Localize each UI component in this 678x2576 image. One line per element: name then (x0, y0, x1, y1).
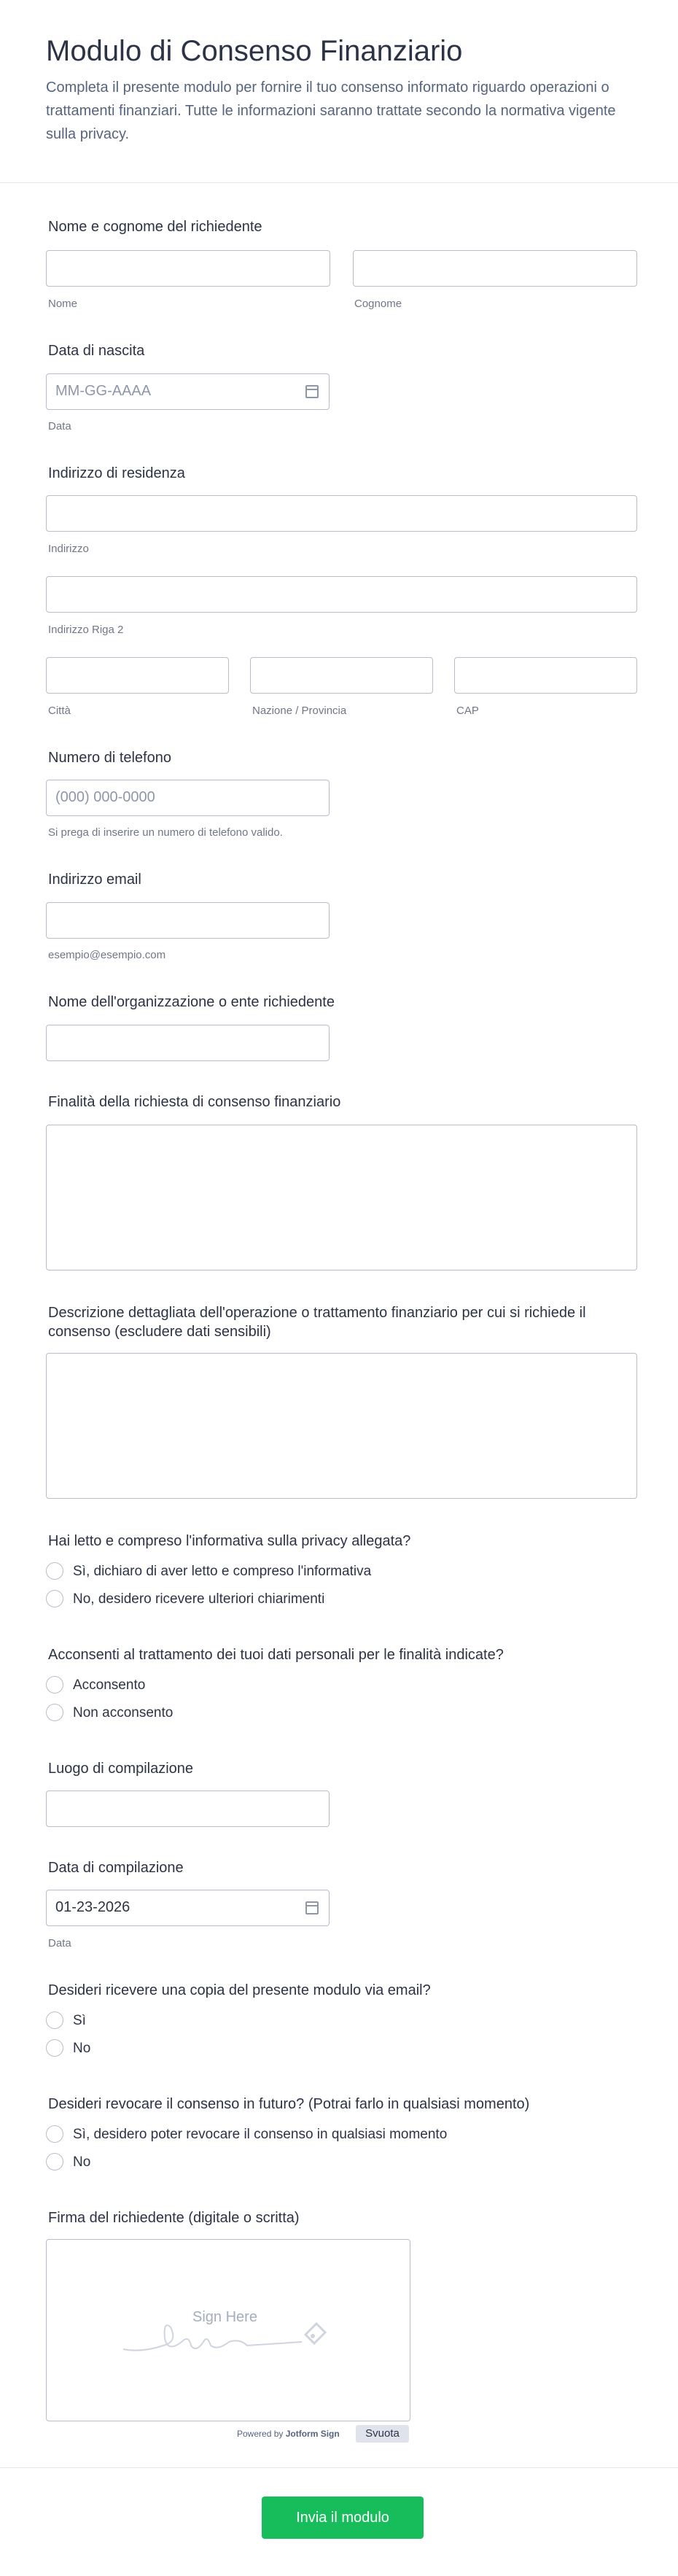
privacy-yes-option[interactable]: Sì, dichiaro di aver letto e compreso l'informativa (73, 1564, 372, 1579)
email-sublabel: esempio@esempio.com (48, 949, 166, 961)
revoke-no-radio[interactable] (46, 2153, 63, 2170)
address-line1-input[interactable] (46, 495, 637, 532)
detail-textarea[interactable] (46, 1353, 637, 1499)
address-line2-sublabel: Indirizzo Riga 2 (48, 624, 124, 636)
page-title: Modulo di Consenso Finanziario (46, 35, 463, 67)
last-name-sublabel: Cognome (354, 298, 402, 310)
city-sublabel: Città (48, 705, 71, 717)
privacy-label: Hai letto e compreso l'informativa sulla privacy allegata? (48, 1533, 411, 1549)
phone-input[interactable] (46, 780, 330, 816)
email-input[interactable] (46, 902, 330, 939)
phone-label: Numero di telefono (48, 750, 171, 766)
address-line1-sublabel: Indirizzo (48, 543, 89, 555)
state-sublabel: Nazione / Provincia (252, 705, 347, 717)
birth-date-placeholder: MM-GG-AAAA (55, 383, 152, 399)
place-label: Luogo di compilazione (48, 1761, 194, 1777)
address-label: Indirizzo di residenza (48, 465, 185, 481)
email-label: Indirizzo email (48, 872, 141, 888)
name-label: Nome e cognome del richiedente (48, 219, 262, 235)
form-description: Completa il presente modulo per fornire il tuo consenso informato riguardo operazioni o trattamenti finanziari. Tutte le informazioni saranno trattate secondo la normativa vigente sulla privacy. (46, 79, 616, 142)
calendar-icon[interactable] (305, 1901, 319, 1914)
consent-yes-radio[interactable] (46, 1676, 63, 1694)
copy-no-radio[interactable] (46, 2039, 63, 2057)
copy-label: Desideri ricevere una copia del presente modulo via email? (48, 1982, 431, 1998)
phone-sublabel: Si prega di inserire un numero di telefono valido. (48, 826, 283, 839)
consent-yes-option[interactable]: Acconsento (73, 1677, 146, 1693)
clear-signature-button[interactable]: Svuota (356, 2425, 409, 2443)
signature-label: Firma del richiedente (digitale o scritta) (48, 2210, 300, 2226)
signature-pad[interactable] (46, 2239, 410, 2421)
date-value: 01-23-2026 (55, 1899, 130, 1915)
submit-button[interactable]: Invia il modulo (262, 2497, 424, 2539)
birth-date-sublabel: Data (48, 420, 71, 432)
signature-scribble-icon (120, 2313, 331, 2356)
footer-divider (0, 2467, 678, 2468)
city-input[interactable] (46, 657, 229, 694)
phone-placeholder: (000) 000-0000 (55, 789, 155, 805)
birth-date-input[interactable] (46, 373, 330, 410)
last-name-input[interactable] (353, 250, 637, 287)
detail-label: Descrizione dettagliata dell'operazione o trattamento finanziario per cui si richiede il consenso (escludere dati sensibili) (48, 1305, 586, 1340)
copy-yes-option[interactable]: Sì (73, 2013, 86, 2028)
calendar-icon[interactable] (305, 385, 319, 398)
consent-no-radio[interactable] (46, 1704, 63, 1721)
copy-no-option[interactable]: No (73, 2041, 91, 2056)
signature-hint: Sign Here (192, 2309, 257, 2325)
date-input[interactable] (46, 1890, 330, 1926)
birth-date-label: Data di nascita (48, 343, 145, 359)
place-input[interactable] (46, 1791, 330, 1827)
revoke-yes-radio[interactable] (46, 2125, 63, 2143)
zip-input[interactable] (454, 657, 637, 694)
address-line2-input[interactable] (46, 576, 637, 613)
privacy-yes-radio[interactable] (46, 1562, 63, 1580)
powered-by-text: Powered by (237, 2429, 286, 2439)
consent-no-option[interactable]: Non acconsento (73, 1705, 174, 1720)
powered-by (237, 2429, 340, 2439)
purpose-textarea[interactable] (46, 1125, 637, 1270)
date-sublabel: Data (48, 1937, 71, 1950)
privacy-no-radio[interactable] (46, 1590, 63, 1607)
revoke-label: Desideri revocare il consenso in futuro? (Potrai farlo in qualsiasi momento) (48, 2096, 530, 2112)
state-input[interactable] (250, 657, 433, 694)
organization-label: Nome dell'organizzazione o ente richiedente (48, 994, 335, 1010)
organization-input[interactable] (46, 1025, 330, 1061)
first-name-input[interactable] (46, 250, 330, 287)
jotform-sign-brand: Jotform Sign (285, 2429, 340, 2439)
first-name-sublabel: Nome (48, 298, 78, 310)
privacy-no-option[interactable]: No, desidero ricevere ulteriori chiarimenti (73, 1591, 325, 1607)
date-label: Data di compilazione (48, 1860, 184, 1876)
purpose-label: Finalità della richiesta di consenso finanziario (48, 1094, 341, 1110)
zip-sublabel: CAP (456, 705, 479, 717)
revoke-yes-option[interactable]: Sì, desidero poter revocare il consenso in qualsiasi momento (73, 2127, 448, 2142)
revoke-no-option[interactable]: No (73, 2154, 91, 2170)
consent-label: Acconsenti al trattamento dei tuoi dati personali per le finalità indicate? (48, 1647, 504, 1663)
copy-yes-radio[interactable] (46, 2011, 63, 2029)
